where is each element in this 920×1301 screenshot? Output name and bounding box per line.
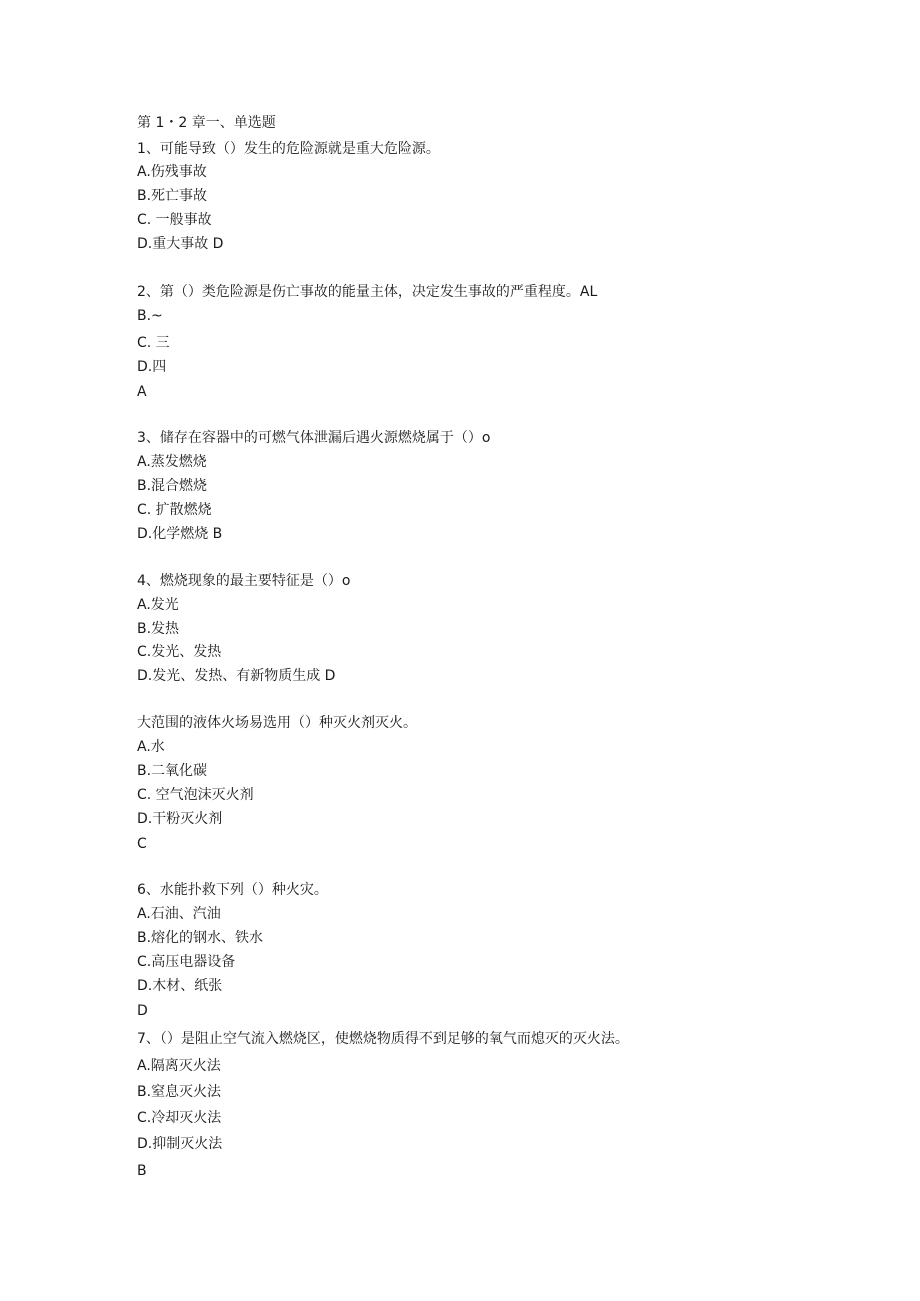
- q7-option-a: A.隔离灭火法: [137, 1058, 221, 1074]
- q5-option-d: D.干粉灭火剂: [137, 811, 223, 827]
- q7-option-b: B.窒息灭火法: [137, 1084, 222, 1100]
- question-1: 1、可能导致（）发生的危险源就是重大危险源。: [137, 141, 440, 157]
- q3-option-a: A.蒸发燃烧: [137, 454, 207, 470]
- question-6: 6、水能扑救下列（）种火灾。: [137, 882, 328, 898]
- question-4: 4、燃烧现象的最主要特征是（）o: [137, 573, 351, 589]
- q3-option-d-answer: D.化学燃烧 B: [137, 526, 223, 542]
- section-heading: 第 1・2 章一、单选题: [137, 115, 276, 131]
- q5-option-b: B.二氧化碳: [137, 763, 208, 779]
- q6-answer: D: [137, 1003, 148, 1019]
- q3-option-b: B.混合燃烧: [137, 478, 208, 494]
- question-3: 3、储存在容器中的可燃气体泄漏后遇火源燃烧属于（）o: [137, 430, 491, 446]
- q5-answer: C: [137, 836, 147, 852]
- q6-option-d: D.木材、纸张: [137, 978, 223, 994]
- q1-option-b: B.死亡事故: [137, 188, 208, 204]
- q3-option-c: C. 扩散燃烧: [137, 502, 212, 518]
- q7-option-c: C.冷却灭火法: [137, 1110, 222, 1126]
- q5-option-c: C. 空气泡沫灭火剂: [137, 787, 254, 803]
- q6-option-c: C.高压电器设备: [137, 954, 236, 970]
- question-7: 7、（）是阻止空气流入燃烧区，使燃烧物质得不到足够的氧气而熄灭的灭火法。: [137, 1031, 629, 1047]
- q6-option-b: B.熔化的钢水、铁水: [137, 930, 264, 946]
- q1-option-a: A.伤残事故: [137, 164, 207, 180]
- question-2: 2、第（）类危险源是伤亡事故的能量主体，决定发生事故的严重程度。AL: [137, 284, 598, 300]
- q1-option-d-answer: D.重大事故 D: [137, 236, 224, 252]
- q1-option-c: C. 一般事故: [137, 212, 212, 228]
- q6-option-a: A.石油、汽油: [137, 906, 221, 922]
- q2-option-d: D.四: [137, 359, 167, 375]
- q4-option-c: C.发光、发热: [137, 644, 222, 660]
- q2-answer: A: [137, 384, 147, 400]
- q7-option-d: D.抑制灭火法: [137, 1136, 223, 1152]
- q2-option-c: C. 三: [137, 335, 170, 351]
- q7-answer: B: [137, 1163, 147, 1179]
- q2-option-b: B.~: [137, 308, 163, 324]
- question-5: 大范围的液体火场易选用（）种灭火剂灭火。: [137, 715, 417, 731]
- q4-option-a: A.发光: [137, 597, 179, 613]
- q4-option-d-answer: D.发光、发热、有新物质生成 D: [137, 668, 336, 684]
- q5-option-a: A.水: [137, 739, 165, 755]
- q4-option-b: B.发热: [137, 621, 180, 637]
